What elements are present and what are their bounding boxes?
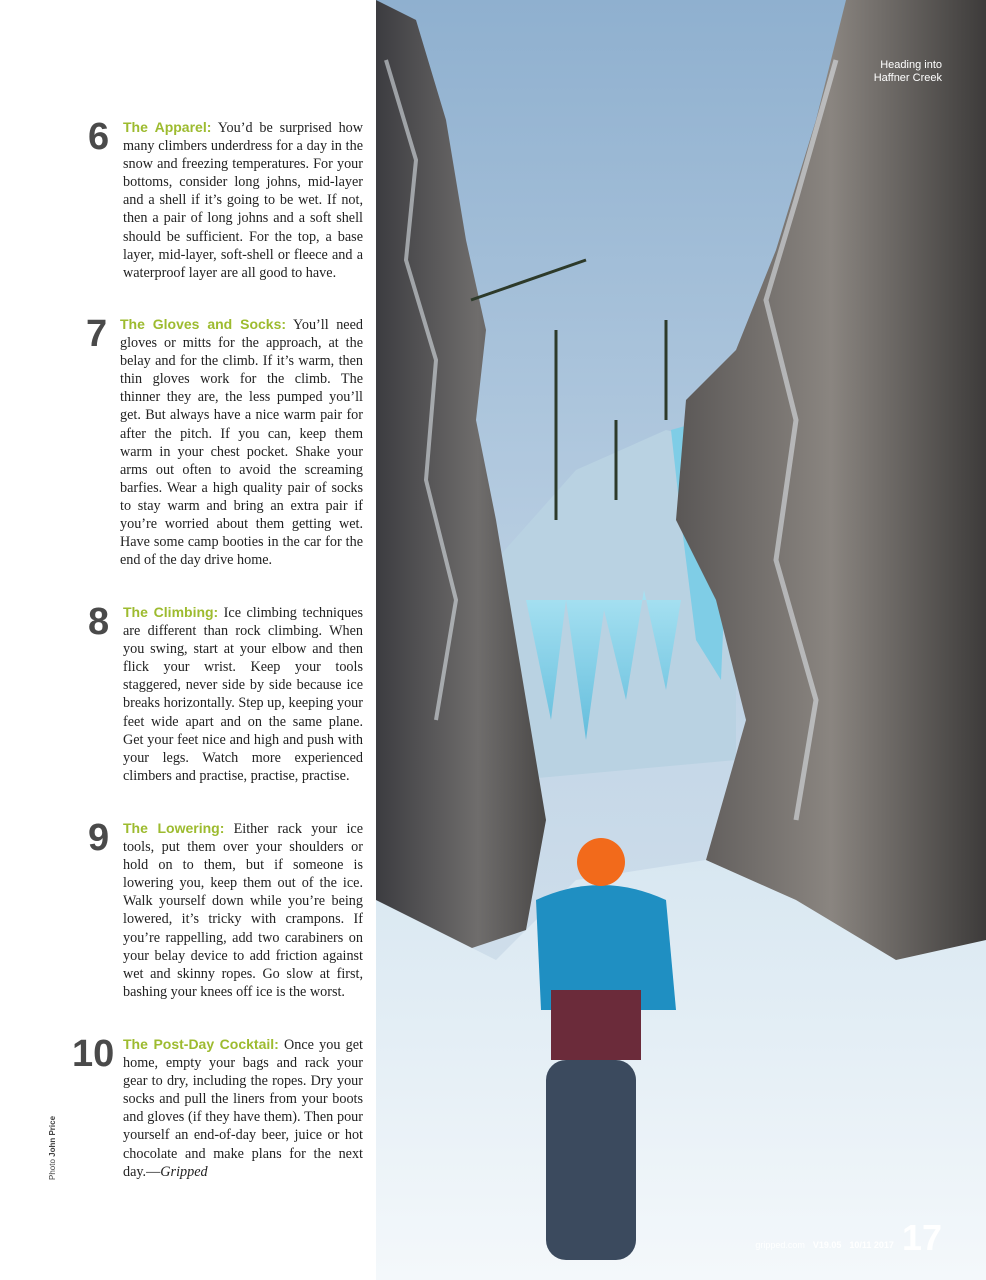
article-text-column <box>0 0 376 1280</box>
tip-body <box>120 315 363 569</box>
photo-caption <box>874 59 942 85</box>
photo-credit-name: John Price <box>48 1115 57 1157</box>
footer-site: gripped.com <box>755 1240 805 1250</box>
footer-date: 10/11 2017 <box>849 1240 894 1250</box>
tip-text: Either rack your ice tools, put them over your shoulders or hold on to them, but if someone is lowering you, keep them out of the ice. Walk yourself down while you’re being lowered, it’s tricky with crampons. If you’re rappelling, add two carabiners on your belay device to add friction against wet and skinny ropes. Go slow at first, bashing your knees off ice is the worst. <box>123 821 363 1000</box>
tip-number: 7 <box>86 313 108 355</box>
tip-number: 10 <box>72 1033 115 1075</box>
page-footer <box>755 1217 942 1258</box>
tip-body <box>123 819 363 1001</box>
tip-title: The Gloves and Socks: <box>120 316 287 332</box>
tip-number: 8 <box>88 601 110 643</box>
tip-title: The Post-Day Cocktail: <box>123 1036 279 1052</box>
tip-text: You’ll need gloves or mitts for the approach, at the belay and for the climb. If it’s warm, then thin gloves work for the climb. The thinner they are, the less pumped you’ll get. But always have a nice warm pair for after the pitch. If you can, keep them warm in your chest pocket. Shake your arms out often to avoid the screaming barfies. Wear a high quality pair of socks to stay warm and bring an extra pair if you’re worried about them getting wet. Have some camp booties in the car for the end of the day drive home. <box>120 317 363 569</box>
tip-title: The Climbing: <box>123 604 219 620</box>
photo-credit-prefix: Photo <box>48 1156 57 1180</box>
caption-line-1: Heading into <box>880 59 942 71</box>
tip-title: The Apparel: <box>123 119 212 135</box>
tip-text: Ice climbing techniques are different than rock climbing. When you swing, start at your elbow and then flick your wrist. Keep your tools staggered, never side by side because ice breaks horizontally. Step up, keeping your feet wide apart and on the same plane. Get your feet nice and high and push with your legs. Watch more experienced climbers and practise, practise, practise. <box>123 605 363 784</box>
photo-credit <box>48 1116 57 1180</box>
page-number: 17 <box>901 1217 942 1258</box>
signature: Gripped <box>160 1163 208 1180</box>
tip-body <box>123 1035 363 1181</box>
tip-body <box>123 118 363 282</box>
footer-volume: V19.05 <box>812 1240 842 1250</box>
canyon-illustration <box>376 0 986 1280</box>
climber-harness <box>551 990 641 1060</box>
climber-helmet <box>577 838 625 886</box>
caption-line-2: Haffner Creek <box>873 72 942 84</box>
tip-body <box>123 603 363 785</box>
tip-title: The Lowering: <box>123 820 225 836</box>
tip-text: You’d be surprised how many climbers underdress for a day in the snow and freezing temperatures. For your bottoms, consider long johns, mid-layer and a shell if it’s going to be wet. If not, then a pair of long johns and a soft shell should be sufficient. For the top, a base layer, mid-layer, soft-shell or fleece and a waterproof layer are all good to have. <box>123 120 364 281</box>
climber-legs <box>546 1060 636 1260</box>
tip-number: 6 <box>88 116 110 158</box>
canyon-photo <box>376 0 986 1280</box>
tip-text: Once you get home, empty your bags and rack your gear to dry, including the ropes. Dry your socks and pull the liners from your boots and gloves (if they have them). Then pour yourself an end-of-day beer, juice or hot chocolate and make plans for the next day.— <box>123 1037 363 1180</box>
tip-number: 9 <box>88 817 110 859</box>
